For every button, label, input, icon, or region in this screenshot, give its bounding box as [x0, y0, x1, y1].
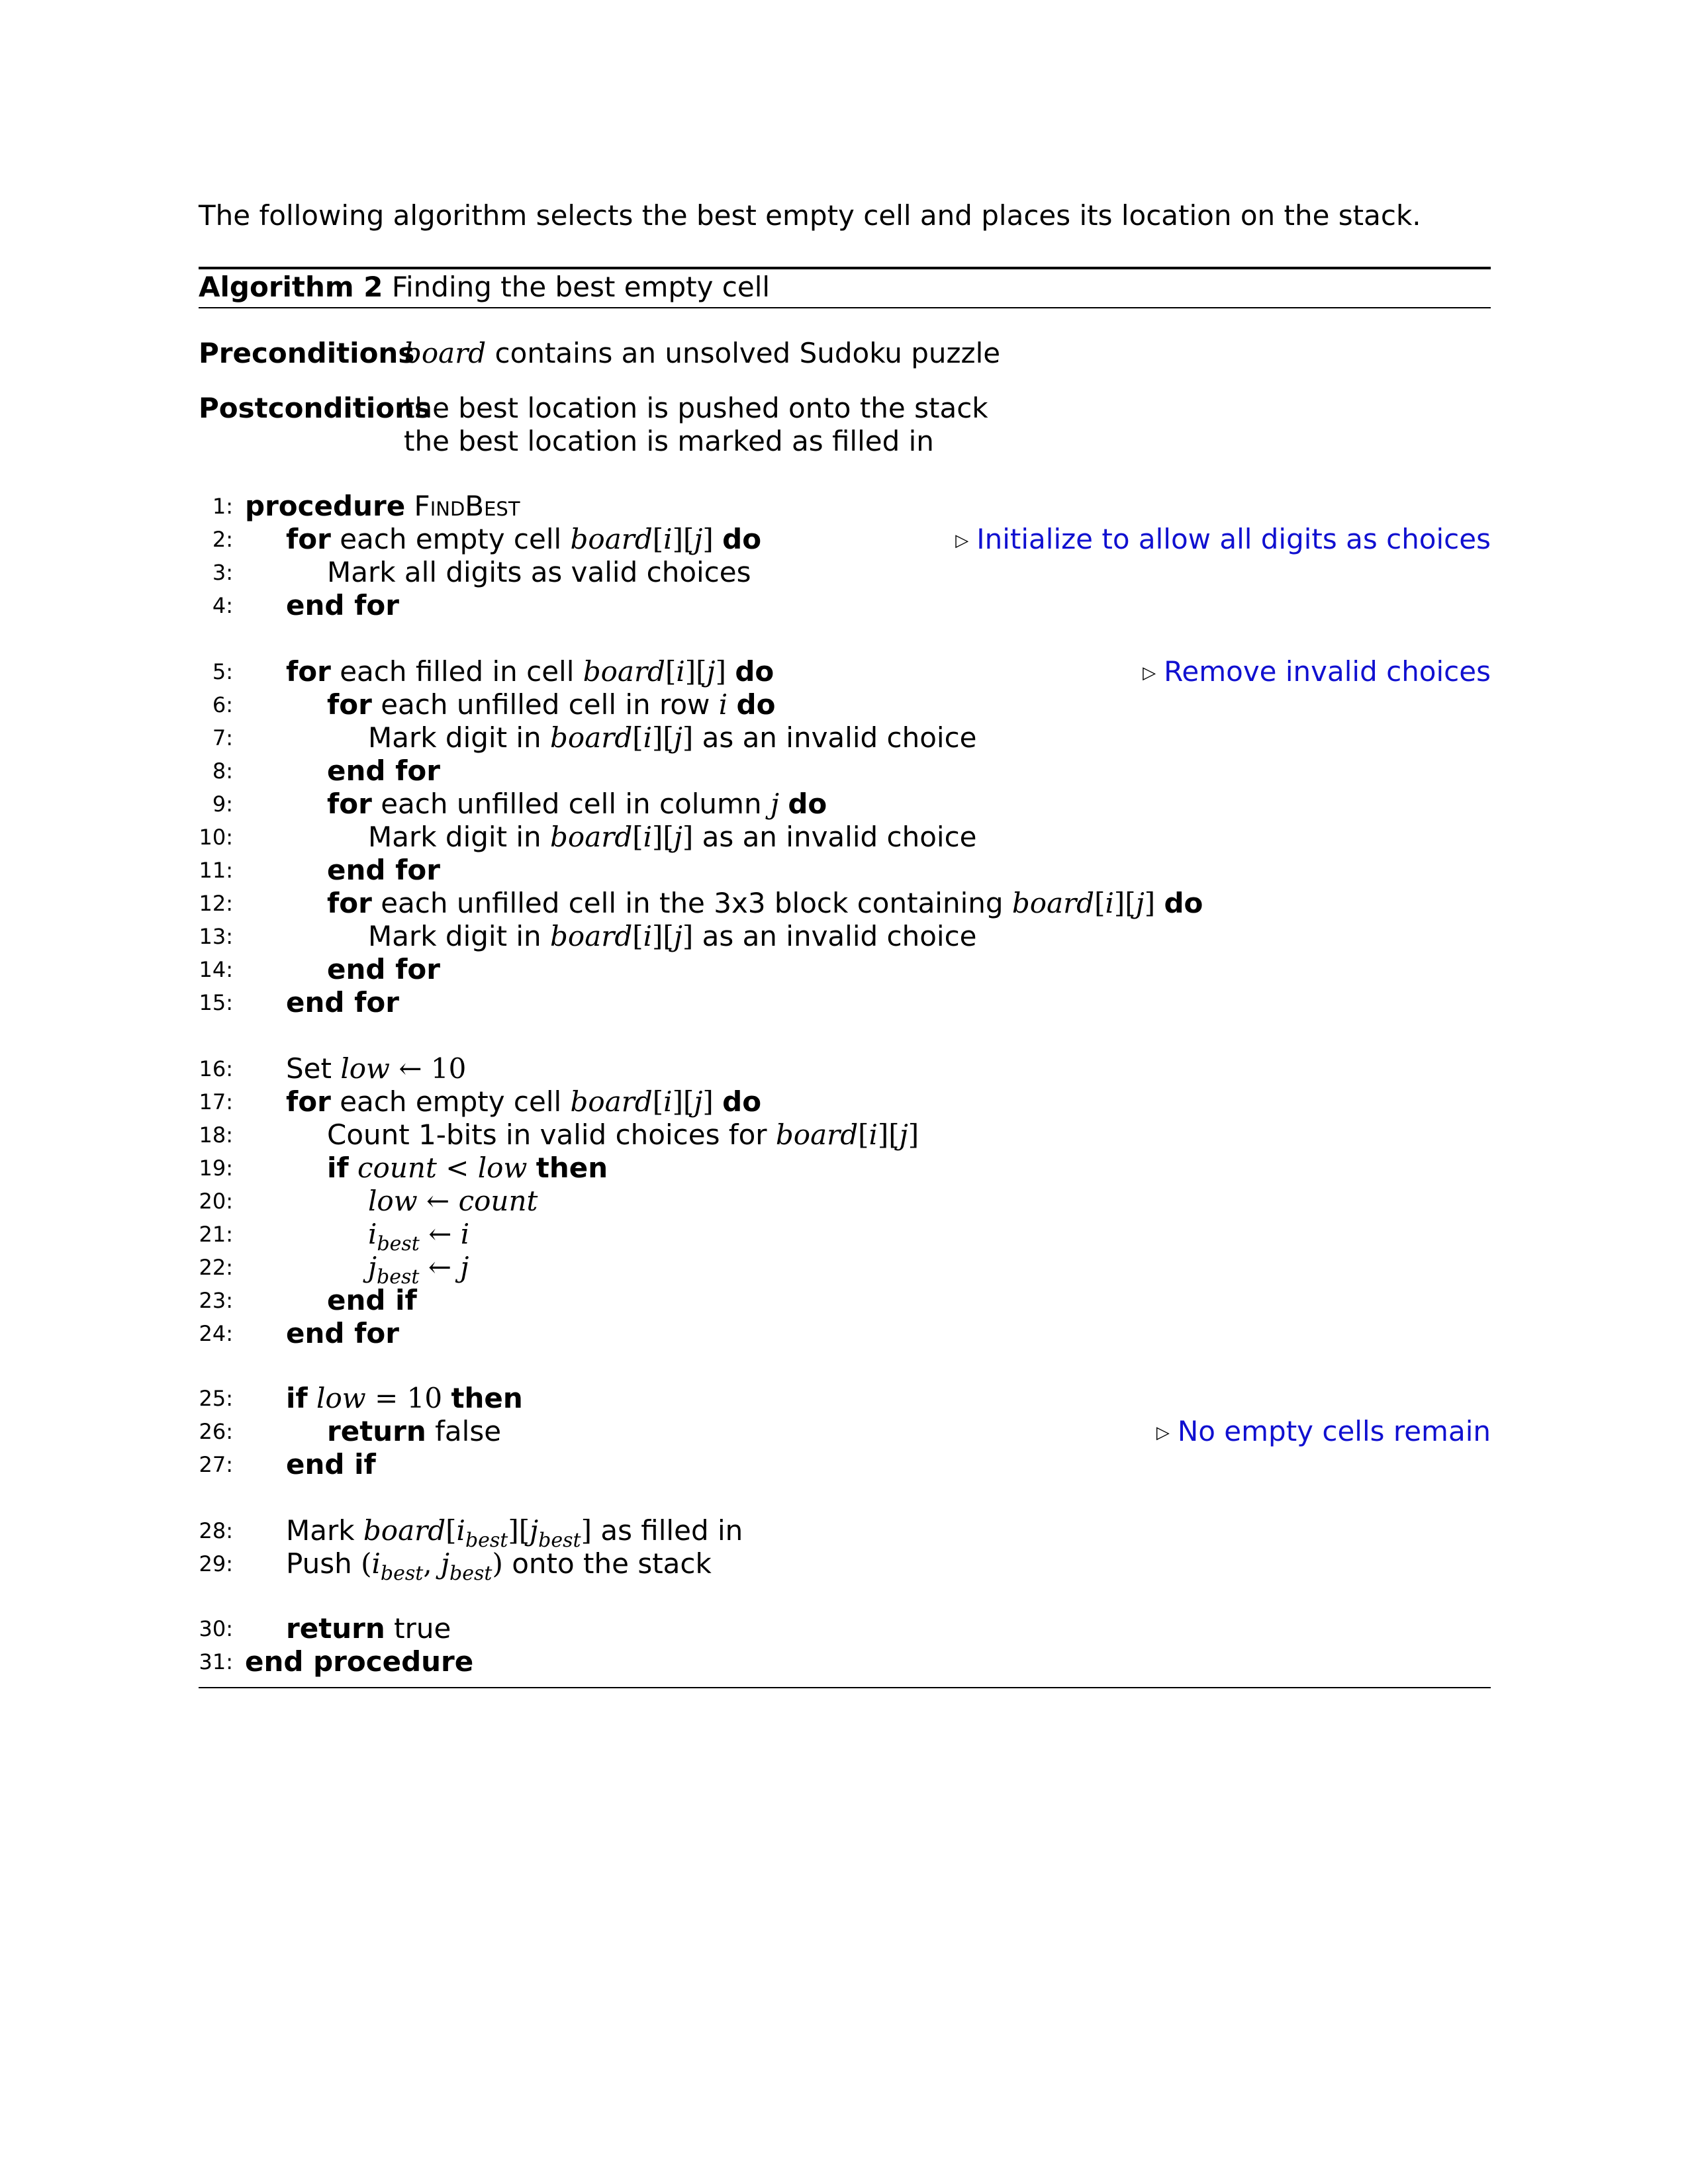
var-i: i — [663, 1085, 673, 1118]
var-low: low — [316, 1382, 366, 1414]
comment-text: Remove invalid choices — [1164, 655, 1491, 688]
precondition-var: board — [404, 337, 487, 369]
keyword: do — [736, 688, 776, 721]
postcondition-line: the best location is marked as filled in — [404, 425, 934, 457]
code-text: each unfilled cell in the 3x3 block containing — [371, 887, 1012, 919]
line-number: 30: — [199, 1616, 233, 1641]
code-line-9 — [199, 788, 1491, 821]
line-number: 8: — [212, 758, 233, 784]
keyword: end procedure — [245, 1645, 474, 1678]
less-than-symbol: < — [445, 1152, 469, 1184]
keyword: end if — [286, 1448, 376, 1480]
line-number: 10: — [199, 825, 233, 850]
code-line-23 — [199, 1284, 1491, 1317]
line-number: 3: — [212, 560, 233, 585]
line-number: 20: — [199, 1189, 233, 1214]
code-line-2: 2: for each empty cell board[i][j] do ▷ Initialize to allow all digits as choices — [199, 523, 1491, 556]
var-board: board — [583, 655, 665, 688]
line-number: 2: — [212, 527, 233, 552]
line-number: 28: — [199, 1518, 233, 1543]
code-text: each empty cell — [330, 523, 571, 555]
var-count: count — [458, 1185, 538, 1217]
code-text: false — [426, 1415, 502, 1447]
line-number: 1: — [212, 494, 233, 519]
var-i: i — [368, 1218, 377, 1250]
postconditions-body — [404, 392, 988, 458]
code-line-10: 10: Mark digit in board[i][j] as an invalid choice — [199, 821, 977, 853]
var-board: board — [550, 821, 633, 853]
code-text: Count 1-bits in valid choices for — [327, 1118, 776, 1151]
code-text: onto the stack — [502, 1547, 712, 1580]
code-line-22 — [199, 1251, 1491, 1289]
var-i: i — [676, 655, 685, 688]
var-j: j — [706, 655, 716, 688]
code-line-8 — [199, 754, 1491, 788]
code-text: Mark — [286, 1514, 363, 1547]
intro-paragraph: The following algorithm selects the best empty cell and places its location on the stack. — [199, 199, 1421, 232]
subscript-best: best — [377, 1265, 420, 1289]
arrow-symbol: ← — [426, 1185, 450, 1217]
keyword: procedure — [245, 490, 406, 522]
var-j: j — [441, 1547, 450, 1580]
var-j: j — [530, 1514, 539, 1547]
code-line-3 — [199, 556, 1491, 589]
code-text: Mark digit in — [368, 821, 551, 853]
code-text: each empty cell — [330, 1085, 571, 1118]
keyword: return — [286, 1612, 385, 1645]
preconditions-label: Preconditions — [199, 337, 415, 369]
arrow-symbol: ← — [399, 1052, 422, 1085]
code-line-28: 28: Mark $board[i_{best}][j_{best}]$ as filled in — [199, 1514, 743, 1552]
line-number: 23: — [199, 1288, 233, 1313]
keyword: end for — [327, 953, 440, 985]
subscript-best: best — [449, 1562, 492, 1585]
code-text: Set — [286, 1052, 341, 1085]
var-board: board — [550, 721, 633, 754]
line-number: 11: — [199, 858, 233, 883]
number-literal: 10 — [430, 1052, 467, 1085]
line-number: 31: — [199, 1649, 233, 1674]
var-board: board — [570, 523, 653, 555]
code-line-1 — [199, 490, 1491, 523]
algorithm-caption-label: Algorithm 2 — [199, 271, 383, 303]
var-low: low — [340, 1052, 390, 1085]
code-line-5: 5: for each filled in cell board[i][j] do ▷ Remove invalid choices — [199, 655, 1491, 688]
keyword: then — [451, 1382, 523, 1414]
var-j: j — [673, 821, 682, 853]
comment-text: Initialize to allow all digits as choices — [976, 523, 1491, 555]
code-line-4 — [199, 589, 1491, 622]
line-number: 22: — [199, 1255, 233, 1280]
arrow-symbol: ← — [428, 1218, 452, 1250]
code-line-25 — [199, 1382, 1491, 1415]
line-number: 5: — [212, 659, 233, 684]
keyword: if — [327, 1152, 349, 1184]
line-number: 14: — [199, 957, 233, 982]
code-text: as an invalid choice — [693, 821, 977, 853]
algorithm-caption-title: Finding the best empty cell — [391, 271, 771, 303]
code-line-14 — [199, 953, 1491, 986]
algorithm-caption — [199, 267, 770, 307]
line-number: 6: — [212, 692, 233, 717]
line-number: 29: — [199, 1551, 233, 1576]
number-literal: 10 — [406, 1382, 443, 1414]
code-line-20 — [199, 1185, 1491, 1218]
code-line-7: 7: Mark digit in board[i][j] as an invalid choice — [199, 721, 1491, 754]
var-j: j — [899, 1118, 908, 1151]
line-number: 17: — [199, 1089, 233, 1115]
line-number: 25: — [199, 1386, 233, 1411]
code-line-31 — [199, 1645, 1491, 1678]
comment — [1143, 655, 1491, 690]
code-text: Push — [286, 1547, 361, 1580]
var-i: i — [643, 920, 653, 952]
keyword: end for — [327, 854, 440, 886]
code-text: true — [385, 1612, 451, 1645]
comment-triangle-icon: ▷ — [955, 531, 969, 551]
var-j: j — [460, 1251, 469, 1283]
code-line-16 — [199, 1052, 1491, 1085]
code-line-30 — [199, 1612, 1491, 1645]
subscript-best: best — [465, 1529, 508, 1552]
code-text: each unfilled cell in row — [371, 688, 719, 721]
line-number: 21: — [199, 1222, 233, 1247]
keyword: then — [536, 1152, 608, 1184]
keyword: do — [788, 788, 827, 820]
var-count: count — [357, 1152, 437, 1184]
var-i: i — [371, 1547, 381, 1580]
comment — [1156, 1415, 1491, 1449]
var-board: board — [775, 1118, 859, 1151]
var-low: low — [368, 1185, 418, 1217]
keyword: for — [327, 887, 372, 919]
line-number: 7: — [212, 725, 233, 751]
code-line-27 — [199, 1448, 1491, 1481]
postconditions-label: Postconditions — [199, 392, 432, 424]
keyword: end for — [286, 589, 399, 621]
keyword: end for — [286, 1317, 399, 1349]
keyword: for — [327, 788, 372, 820]
code-line-21 — [199, 1218, 1491, 1255]
code-text: as an invalid choice — [693, 920, 977, 952]
code-line-18: 18: Count 1-bits in valid choices for board[i][j] — [199, 1118, 919, 1151]
code-line-29: 29: Push ($i_{best}$, $j_{best}$) onto the stack — [199, 1547, 712, 1585]
var-board: board — [1011, 887, 1095, 919]
keyword: do — [722, 523, 762, 555]
var-i: i — [643, 721, 653, 754]
var-j: j — [770, 788, 779, 820]
code-text: Mark all digits as valid choices — [327, 556, 751, 588]
line-number: 18: — [199, 1122, 233, 1148]
arrow-symbol: ← — [428, 1251, 452, 1283]
line-number: 12: — [199, 891, 233, 916]
code-line-19 — [199, 1152, 1491, 1185]
var-j: j — [673, 920, 682, 952]
var-i: i — [456, 1514, 465, 1547]
keyword: for — [286, 655, 331, 688]
code-text: each filled in cell — [330, 655, 583, 688]
keyword: if — [286, 1382, 308, 1414]
var-i: i — [460, 1218, 470, 1250]
var-i: i — [643, 821, 653, 853]
keyword: end if — [327, 1284, 417, 1316]
var-board: board — [570, 1085, 653, 1118]
code-line-13: 13: Mark digit in board[i][j] as an invalid choice — [199, 920, 977, 952]
line-number: 4: — [212, 593, 233, 618]
var-j: j — [694, 1085, 703, 1118]
code-line-26 — [199, 1415, 1491, 1448]
line-number: 15: — [199, 990, 233, 1015]
postcondition-line: the best location is pushed onto the stack — [404, 392, 988, 424]
line-number: 9: — [212, 792, 233, 817]
line-number: 16: — [199, 1056, 233, 1081]
var-board: board — [363, 1514, 446, 1547]
keyword: do — [722, 1085, 762, 1118]
keyword: end for — [286, 986, 399, 1019]
precondition-text: contains an unsolved Sudoku puzzle — [486, 337, 1001, 369]
keyword: for — [286, 1085, 331, 1118]
keyword: do — [1164, 887, 1203, 919]
code-line-15 — [199, 986, 1491, 1019]
line-number: 19: — [199, 1156, 233, 1181]
code-line-12: 12: for each unfilled cell in the 3x3 block containing board[i][j] do — [199, 887, 1203, 919]
equals-symbol: = — [375, 1382, 399, 1414]
code-text: Mark digit in — [368, 721, 551, 754]
comment-triangle-icon: ▷ — [1156, 1423, 1170, 1443]
var-j: j — [1135, 887, 1145, 919]
keyword: for — [327, 688, 372, 721]
code-text: Mark digit in — [368, 920, 551, 952]
keyword: end for — [327, 754, 440, 787]
line-number: 13: — [199, 924, 233, 949]
line-number: 27: — [199, 1452, 233, 1477]
var-i: i — [718, 688, 728, 721]
var-i: i — [663, 523, 673, 555]
line-number: 26: — [199, 1419, 233, 1444]
code-text: as an invalid choice — [693, 721, 977, 754]
code-text: each unfilled cell in column — [371, 788, 771, 820]
subscript-best: best — [380, 1562, 424, 1585]
var-board: board — [550, 920, 633, 952]
preconditions-body — [404, 337, 1000, 370]
code-line-11 — [199, 854, 1491, 887]
keyword: do — [735, 655, 774, 688]
var-i: i — [868, 1118, 878, 1151]
var-low: low — [477, 1152, 528, 1184]
var-j: j — [673, 721, 682, 754]
subscript-best: best — [538, 1529, 581, 1552]
code-text: as filled in — [591, 1514, 743, 1547]
comment-text: No empty cells remain — [1177, 1415, 1491, 1447]
procedure-name: FindBest — [414, 490, 520, 522]
var-j: j — [368, 1251, 377, 1283]
keyword: for — [286, 523, 331, 555]
comment — [955, 523, 1491, 557]
algorithm-bottom-rule — [199, 1687, 1491, 1688]
subscript-best: best — [377, 1232, 420, 1255]
code-line-6 — [199, 688, 1491, 721]
comment-triangle-icon: ▷ — [1143, 663, 1156, 683]
var-i: i — [1105, 887, 1114, 919]
code-line-17: 17: for each empty cell board[i][j] do — [199, 1085, 762, 1118]
line-number: 24: — [199, 1321, 233, 1346]
algorithm-caption-rule — [199, 307, 1491, 308]
code-line-24 — [199, 1317, 1491, 1350]
var-j: j — [694, 523, 703, 555]
keyword: return — [327, 1415, 426, 1447]
